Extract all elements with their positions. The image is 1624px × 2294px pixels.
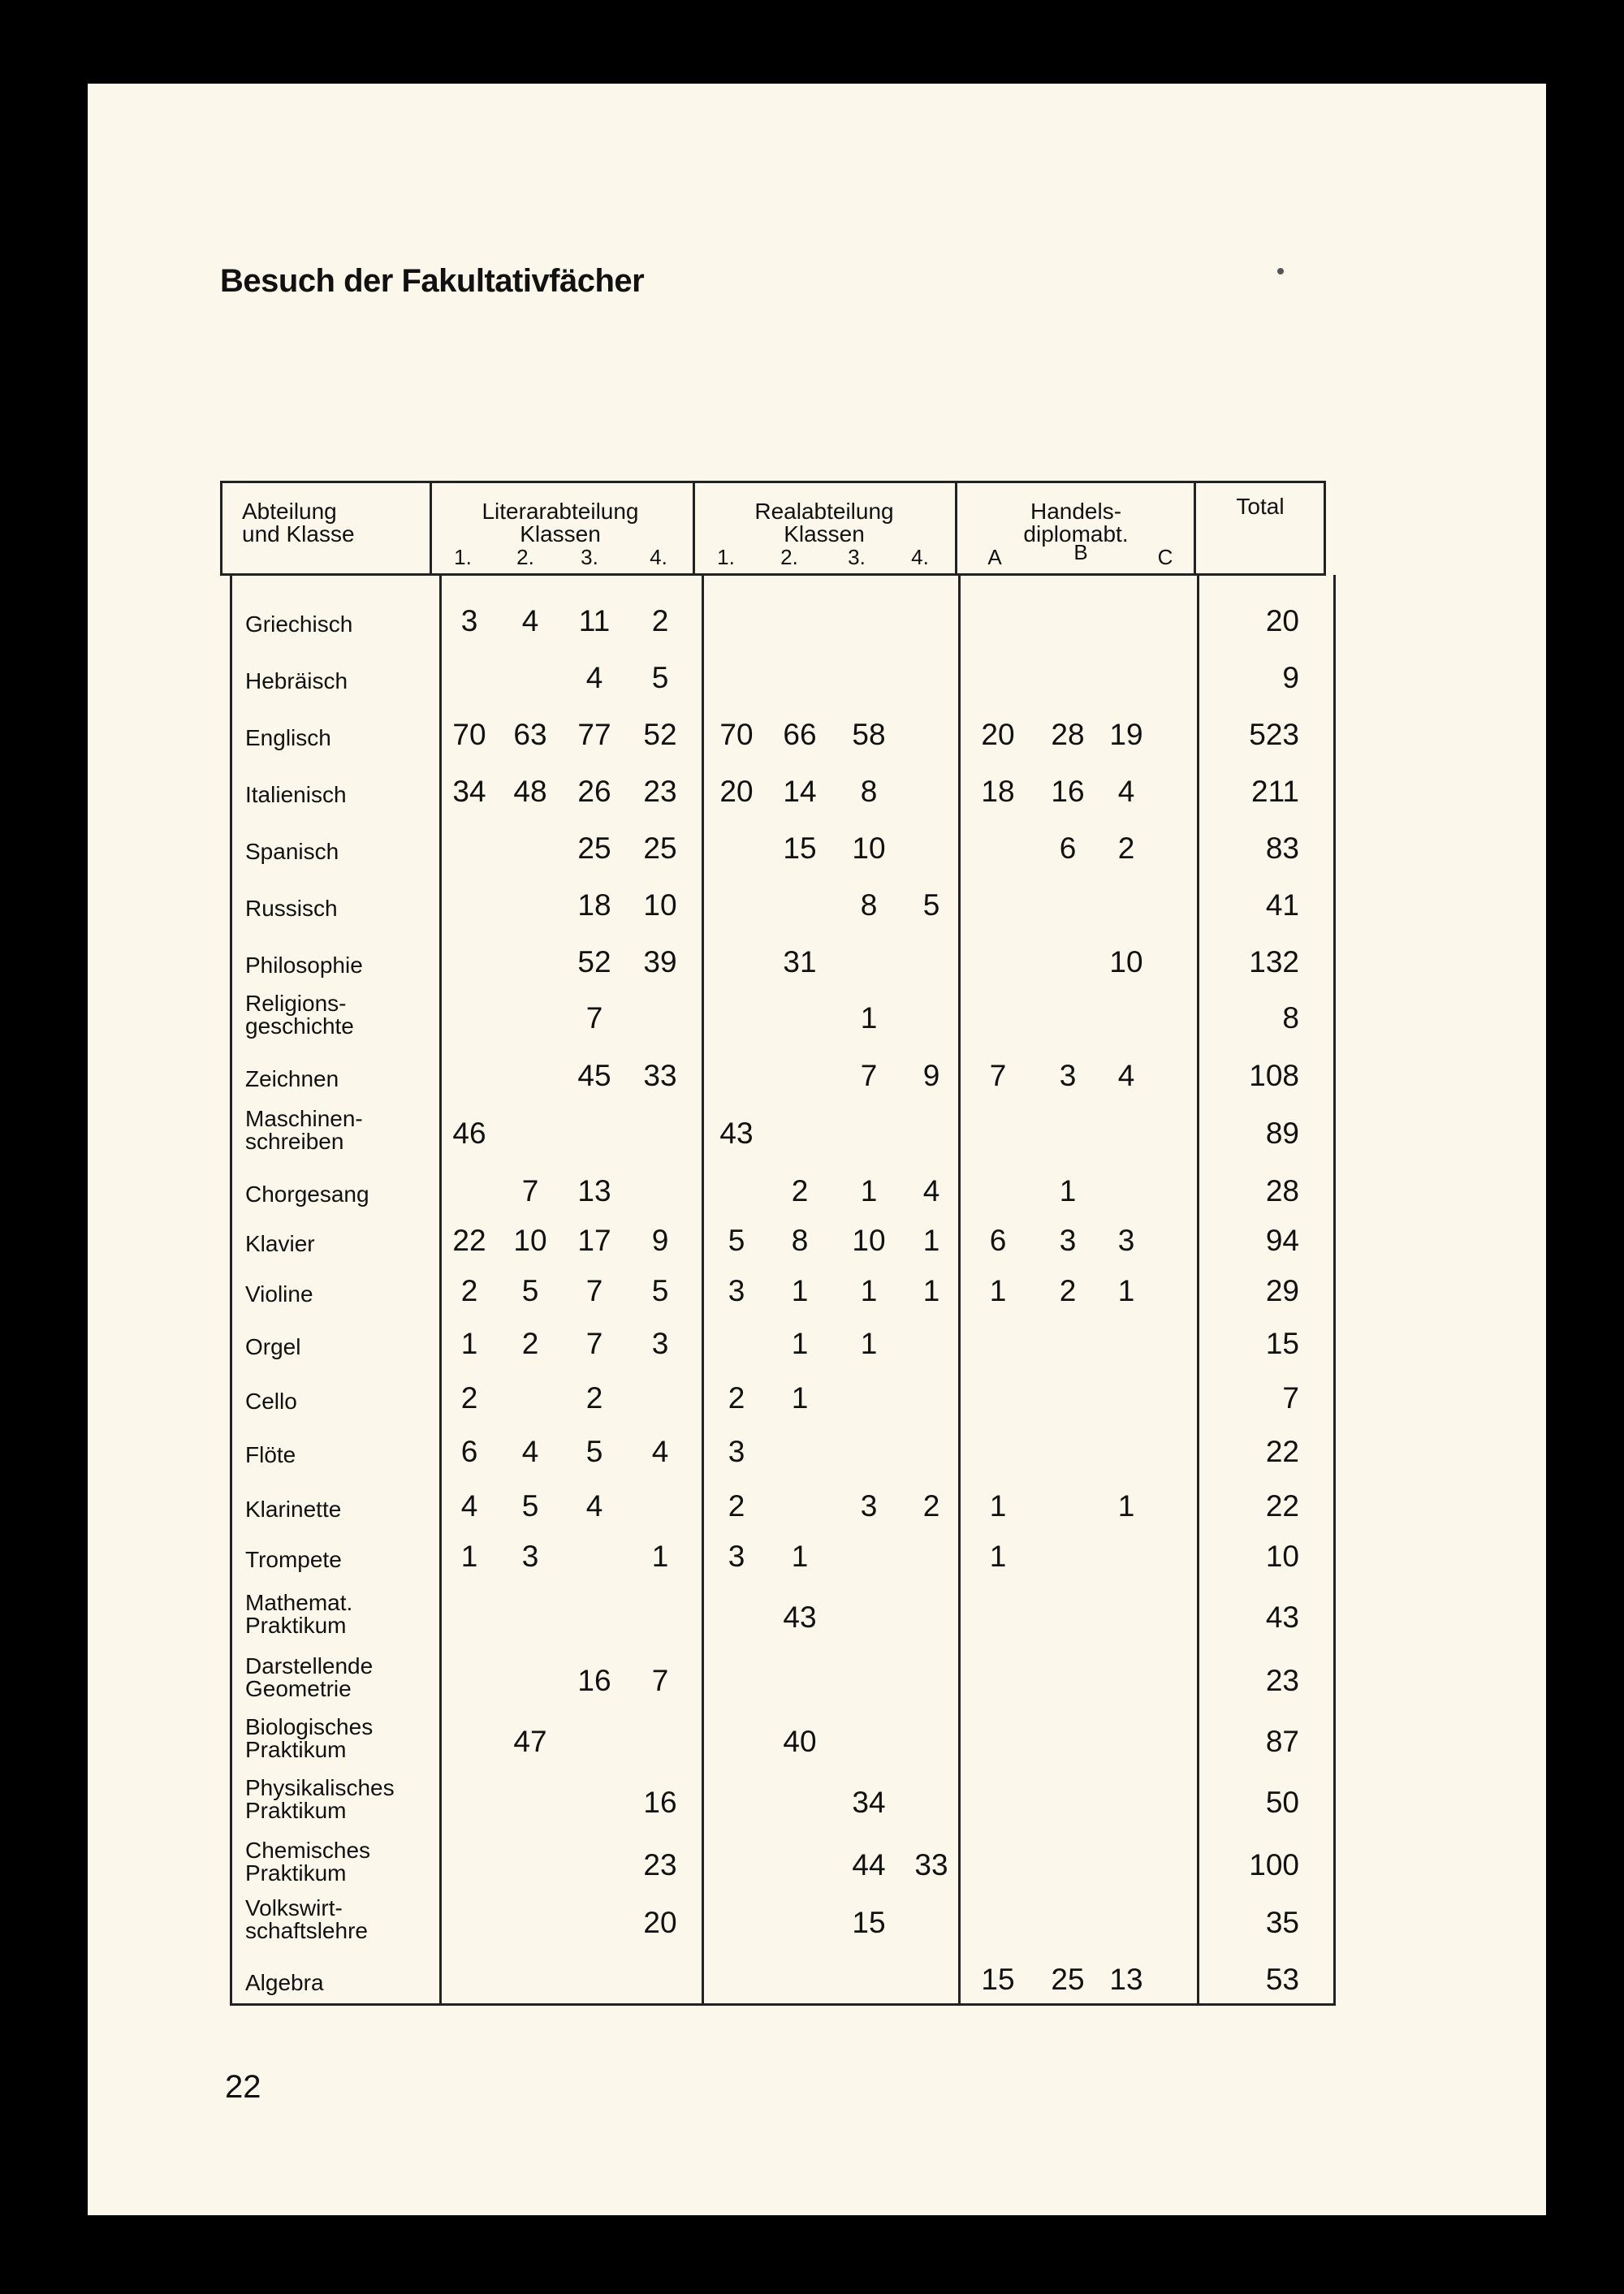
literar-cell: 25 xyxy=(577,832,611,865)
literar-cell: 52 xyxy=(577,945,611,979)
real-cell: 58 xyxy=(852,718,886,751)
row-label: Griechisch xyxy=(245,611,353,637)
real-cell: 1 xyxy=(860,1327,878,1360)
literar-cell: 11 xyxy=(578,604,611,637)
literar-cell: 3 xyxy=(521,1540,539,1573)
real-cell: 1 xyxy=(922,1224,940,1257)
total-cell: 50 xyxy=(1265,1786,1299,1819)
row-label: Geometrie xyxy=(245,1676,352,1701)
real-cell: 15 xyxy=(783,832,817,865)
literar-cell: 39 xyxy=(643,945,677,979)
real-cell: 43 xyxy=(719,1117,754,1150)
row-label: Russisch xyxy=(245,896,338,921)
literar-cell: 22 xyxy=(452,1224,486,1257)
literar-cell: 1 xyxy=(460,1540,478,1573)
literar-cell: 16 xyxy=(643,1786,677,1819)
page-title: Besuch der Fakultativfächer xyxy=(220,263,645,299)
row-label: Klavier xyxy=(245,1231,315,1256)
total-cell: 523 xyxy=(1249,718,1299,751)
literar-cell: 1 xyxy=(460,1327,478,1360)
total-cell: 100 xyxy=(1249,1848,1299,1881)
total-cell: 89 xyxy=(1265,1117,1299,1150)
real-cell: 8 xyxy=(860,775,878,808)
real-cell: 9 xyxy=(922,1059,940,1092)
real-cell: 66 xyxy=(783,718,817,751)
handel-cell: 6 xyxy=(1059,832,1077,865)
rule-total-head xyxy=(1194,481,1196,575)
total-cell: 10 xyxy=(1265,1540,1299,1573)
literar-cell: 3 xyxy=(651,1327,669,1360)
row-label: Philosophie xyxy=(245,953,363,978)
total-cell: 132 xyxy=(1249,945,1299,979)
row-label: schaftslehre xyxy=(245,1918,368,1943)
handel-cell: 1 xyxy=(1117,1489,1135,1523)
real-cell: 3 xyxy=(728,1540,745,1573)
real-cell: 1 xyxy=(791,1381,809,1415)
table-left-rule-head xyxy=(220,481,222,575)
total-cell: 20 xyxy=(1265,604,1299,637)
total-cell: 83 xyxy=(1265,832,1299,865)
header-row-label-2: und Klasse xyxy=(242,521,355,546)
literar-cell: 4 xyxy=(585,1489,603,1523)
rule-real-head xyxy=(693,481,695,575)
row-label: Praktikum xyxy=(245,1737,347,1762)
real-cell: 1 xyxy=(922,1274,940,1307)
handel-cell: 15 xyxy=(981,1963,1015,1996)
handel-cell: 20 xyxy=(981,718,1015,751)
handel-cell: 7 xyxy=(989,1059,1007,1092)
header-total: Total xyxy=(1236,494,1285,519)
header-real-col-4: 4. xyxy=(911,545,929,569)
literar-cell: 26 xyxy=(577,775,611,808)
table-left-rule xyxy=(230,575,232,2004)
row-label: Praktikum xyxy=(245,1860,347,1886)
literar-cell: 63 xyxy=(513,718,547,751)
total-cell: 7 xyxy=(1282,1381,1299,1415)
literar-cell: 77 xyxy=(577,718,611,751)
literar-cell: 3 xyxy=(460,604,478,637)
handel-cell: 18 xyxy=(981,775,1015,808)
table-right-rule xyxy=(1333,575,1336,2004)
literar-cell: 7 xyxy=(585,1327,603,1360)
table-bottom-rule xyxy=(230,2003,1336,2006)
literar-cell: 33 xyxy=(643,1059,677,1092)
literar-cell: 7 xyxy=(585,1001,603,1035)
real-cell: 70 xyxy=(719,718,754,751)
real-cell: 8 xyxy=(860,888,878,922)
table-right-rule-head xyxy=(1324,481,1326,575)
real-cell: 1 xyxy=(860,1001,878,1035)
literar-cell: 4 xyxy=(521,1435,539,1468)
header-real-sub: Klassen xyxy=(784,521,865,546)
real-cell: 31 xyxy=(783,945,817,979)
row-label: Flöte xyxy=(245,1442,296,1467)
literar-cell: 7 xyxy=(651,1664,669,1697)
handel-cell: 3 xyxy=(1059,1224,1077,1257)
total-cell: 211 xyxy=(1251,775,1299,808)
handel-cell: 13 xyxy=(1109,1963,1143,1996)
row-label: Maschinen- xyxy=(245,1106,363,1131)
header-literar-title: Literarabteilung xyxy=(482,499,639,524)
total-cell: 53 xyxy=(1265,1963,1299,1996)
total-cell: 29 xyxy=(1265,1274,1299,1307)
row-label: Mathemat. xyxy=(245,1590,353,1615)
handel-cell: 4 xyxy=(1117,1059,1135,1092)
literar-cell: 2 xyxy=(460,1274,478,1307)
row-label: Italienisch xyxy=(245,782,347,807)
row-label: Algebra xyxy=(245,1970,324,1995)
real-cell: 2 xyxy=(728,1489,745,1523)
header-row-label-1: Abteilung xyxy=(242,499,337,524)
handel-cell: 1 xyxy=(1059,1174,1077,1207)
row-label: schreiben xyxy=(245,1129,344,1154)
row-label: Englisch xyxy=(245,725,331,750)
literar-cell: 5 xyxy=(651,661,669,694)
real-cell: 10 xyxy=(852,1224,886,1257)
row-label: Physikalisches xyxy=(245,1775,395,1800)
literar-cell: 2 xyxy=(585,1381,603,1415)
literar-cell: 45 xyxy=(577,1059,611,1092)
total-cell: 9 xyxy=(1282,661,1299,694)
handel-cell: 2 xyxy=(1117,832,1135,865)
total-cell: 87 xyxy=(1265,1725,1299,1758)
literar-cell: 17 xyxy=(577,1224,611,1257)
literar-cell: 47 xyxy=(513,1725,547,1758)
header-real-col-1: 1. xyxy=(717,545,735,569)
real-cell: 20 xyxy=(719,775,754,808)
real-cell: 1 xyxy=(791,1540,809,1573)
row-label: Cello xyxy=(245,1389,297,1414)
literar-cell: 18 xyxy=(577,888,611,922)
header-real-title: Realabteilung xyxy=(754,499,894,524)
row-label: Chemisches xyxy=(245,1838,371,1863)
header-literar-sub: Klassen xyxy=(520,521,601,546)
real-cell: 34 xyxy=(852,1786,886,1819)
table-header-rule xyxy=(220,573,1326,576)
real-cell: 1 xyxy=(791,1274,809,1307)
rule-lit-head xyxy=(430,481,432,575)
header-handel-sub: diplomabt. xyxy=(1023,521,1129,546)
real-cell: 2 xyxy=(922,1489,940,1523)
real-cell: 1 xyxy=(791,1327,809,1360)
rule-total xyxy=(1197,575,1199,2004)
handel-cell: 1 xyxy=(1117,1274,1135,1307)
row-label: Violine xyxy=(245,1281,313,1307)
header-handel-col-b: B xyxy=(1073,540,1088,564)
literar-cell: 10 xyxy=(513,1224,547,1257)
literar-cell: 25 xyxy=(643,832,677,865)
literar-cell: 4 xyxy=(585,661,603,694)
real-cell: 3 xyxy=(728,1274,745,1307)
total-cell: 35 xyxy=(1265,1906,1299,1939)
page-number: 22 xyxy=(225,2069,261,2105)
header-literar-col-1: 1. xyxy=(454,545,472,569)
real-cell: 44 xyxy=(852,1848,886,1881)
literar-cell: 23 xyxy=(643,1848,677,1881)
handel-cell: 4 xyxy=(1117,775,1135,808)
handel-cell: 6 xyxy=(989,1224,1007,1257)
real-cell: 14 xyxy=(783,775,817,808)
row-label: Religions- xyxy=(245,991,347,1016)
table-top-rule xyxy=(220,481,1326,483)
literar-cell: 5 xyxy=(521,1274,539,1307)
total-cell: 23 xyxy=(1265,1664,1299,1697)
literar-cell: 48 xyxy=(513,775,547,808)
literar-cell: 2 xyxy=(521,1327,539,1360)
real-cell: 40 xyxy=(783,1725,817,1758)
handel-cell: 28 xyxy=(1051,718,1085,751)
literar-cell: 23 xyxy=(643,775,677,808)
header-real-col-3: 3. xyxy=(848,545,866,569)
literar-cell: 7 xyxy=(585,1274,603,1307)
header-literar-col-3: 3. xyxy=(581,545,598,569)
row-label: Orgel xyxy=(245,1334,301,1359)
literar-cell: 6 xyxy=(460,1435,478,1468)
row-label: Biologisches xyxy=(245,1714,374,1739)
header-handel-title: Handels- xyxy=(1030,499,1122,524)
total-cell: 41 xyxy=(1265,888,1299,922)
row-label: Zeichnen xyxy=(245,1066,339,1091)
real-cell: 43 xyxy=(783,1601,817,1634)
handel-cell: 10 xyxy=(1109,945,1143,979)
row-label: Darstellende xyxy=(245,1653,374,1678)
real-cell: 33 xyxy=(914,1848,948,1881)
total-cell: 22 xyxy=(1265,1435,1299,1468)
literar-cell: 5 xyxy=(651,1274,669,1307)
header-literar-col-2: 2. xyxy=(516,545,534,569)
rule-han-head xyxy=(955,481,957,575)
row-label: Praktikum xyxy=(245,1613,347,1638)
real-cell: 3 xyxy=(728,1435,745,1468)
real-cell: 3 xyxy=(860,1489,878,1523)
total-cell: 108 xyxy=(1249,1059,1299,1092)
literar-cell: 13 xyxy=(577,1174,611,1207)
row-label: geschichte xyxy=(245,1013,354,1039)
real-cell: 2 xyxy=(791,1174,809,1207)
total-cell: 15 xyxy=(1265,1327,1299,1360)
real-cell: 5 xyxy=(922,888,940,922)
literar-cell: 10 xyxy=(643,888,677,922)
literar-cell: 9 xyxy=(651,1224,669,1257)
real-cell: 2 xyxy=(728,1381,745,1415)
handel-cell: 1 xyxy=(989,1274,1007,1307)
total-cell: 8 xyxy=(1282,1001,1299,1035)
handel-cell: 1 xyxy=(989,1489,1007,1523)
handel-cell: 19 xyxy=(1109,718,1143,751)
literar-cell: 2 xyxy=(460,1381,478,1415)
row-label: Spanisch xyxy=(245,839,339,864)
total-cell: 43 xyxy=(1265,1601,1299,1634)
row-label: Praktikum xyxy=(245,1798,347,1823)
literar-cell: 52 xyxy=(643,718,677,751)
total-cell: 94 xyxy=(1265,1224,1299,1257)
row-label: Hebräisch xyxy=(245,668,348,693)
real-cell: 10 xyxy=(852,832,886,865)
real-cell: 5 xyxy=(728,1224,745,1257)
real-cell: 15 xyxy=(852,1906,886,1939)
literar-cell: 4 xyxy=(460,1489,478,1523)
handel-cell: 3 xyxy=(1059,1059,1077,1092)
literar-cell: 1 xyxy=(651,1540,669,1573)
literar-cell: 16 xyxy=(577,1664,611,1697)
literar-cell: 46 xyxy=(452,1117,486,1150)
row-label: Volkswirt- xyxy=(245,1895,343,1920)
header-handel-col-a: A xyxy=(987,545,1002,569)
handel-cell: 3 xyxy=(1117,1224,1135,1257)
real-cell: 4 xyxy=(922,1174,940,1207)
literar-cell: 4 xyxy=(521,604,539,637)
header-handel-col-c: C xyxy=(1157,545,1173,569)
literar-cell: 7 xyxy=(521,1174,539,1207)
real-cell: 8 xyxy=(791,1224,809,1257)
real-cell: 1 xyxy=(860,1174,878,1207)
handel-cell: 1 xyxy=(989,1540,1007,1573)
literar-cell: 4 xyxy=(651,1435,669,1468)
header-literar-col-4: 4. xyxy=(650,545,667,569)
stray-mark xyxy=(1277,268,1284,274)
row-label: Chorgesang xyxy=(245,1182,369,1207)
handel-cell: 2 xyxy=(1059,1274,1077,1307)
row-label: Trompete xyxy=(245,1547,342,1572)
real-cell: 1 xyxy=(860,1274,878,1307)
row-label: Klarinette xyxy=(245,1497,342,1522)
handel-cell: 25 xyxy=(1051,1963,1085,1996)
literar-cell: 20 xyxy=(643,1906,677,1939)
handel-cell: 16 xyxy=(1051,775,1085,808)
literar-cell: 5 xyxy=(521,1489,539,1523)
total-cell: 28 xyxy=(1265,1174,1299,1207)
real-cell: 7 xyxy=(860,1059,878,1092)
literar-cell: 34 xyxy=(452,775,486,808)
literar-cell: 2 xyxy=(651,604,669,637)
literar-cell: 70 xyxy=(452,718,486,751)
literar-cell: 5 xyxy=(585,1435,603,1468)
header-real-col-2: 2. xyxy=(780,545,798,569)
total-cell: 22 xyxy=(1265,1489,1299,1523)
